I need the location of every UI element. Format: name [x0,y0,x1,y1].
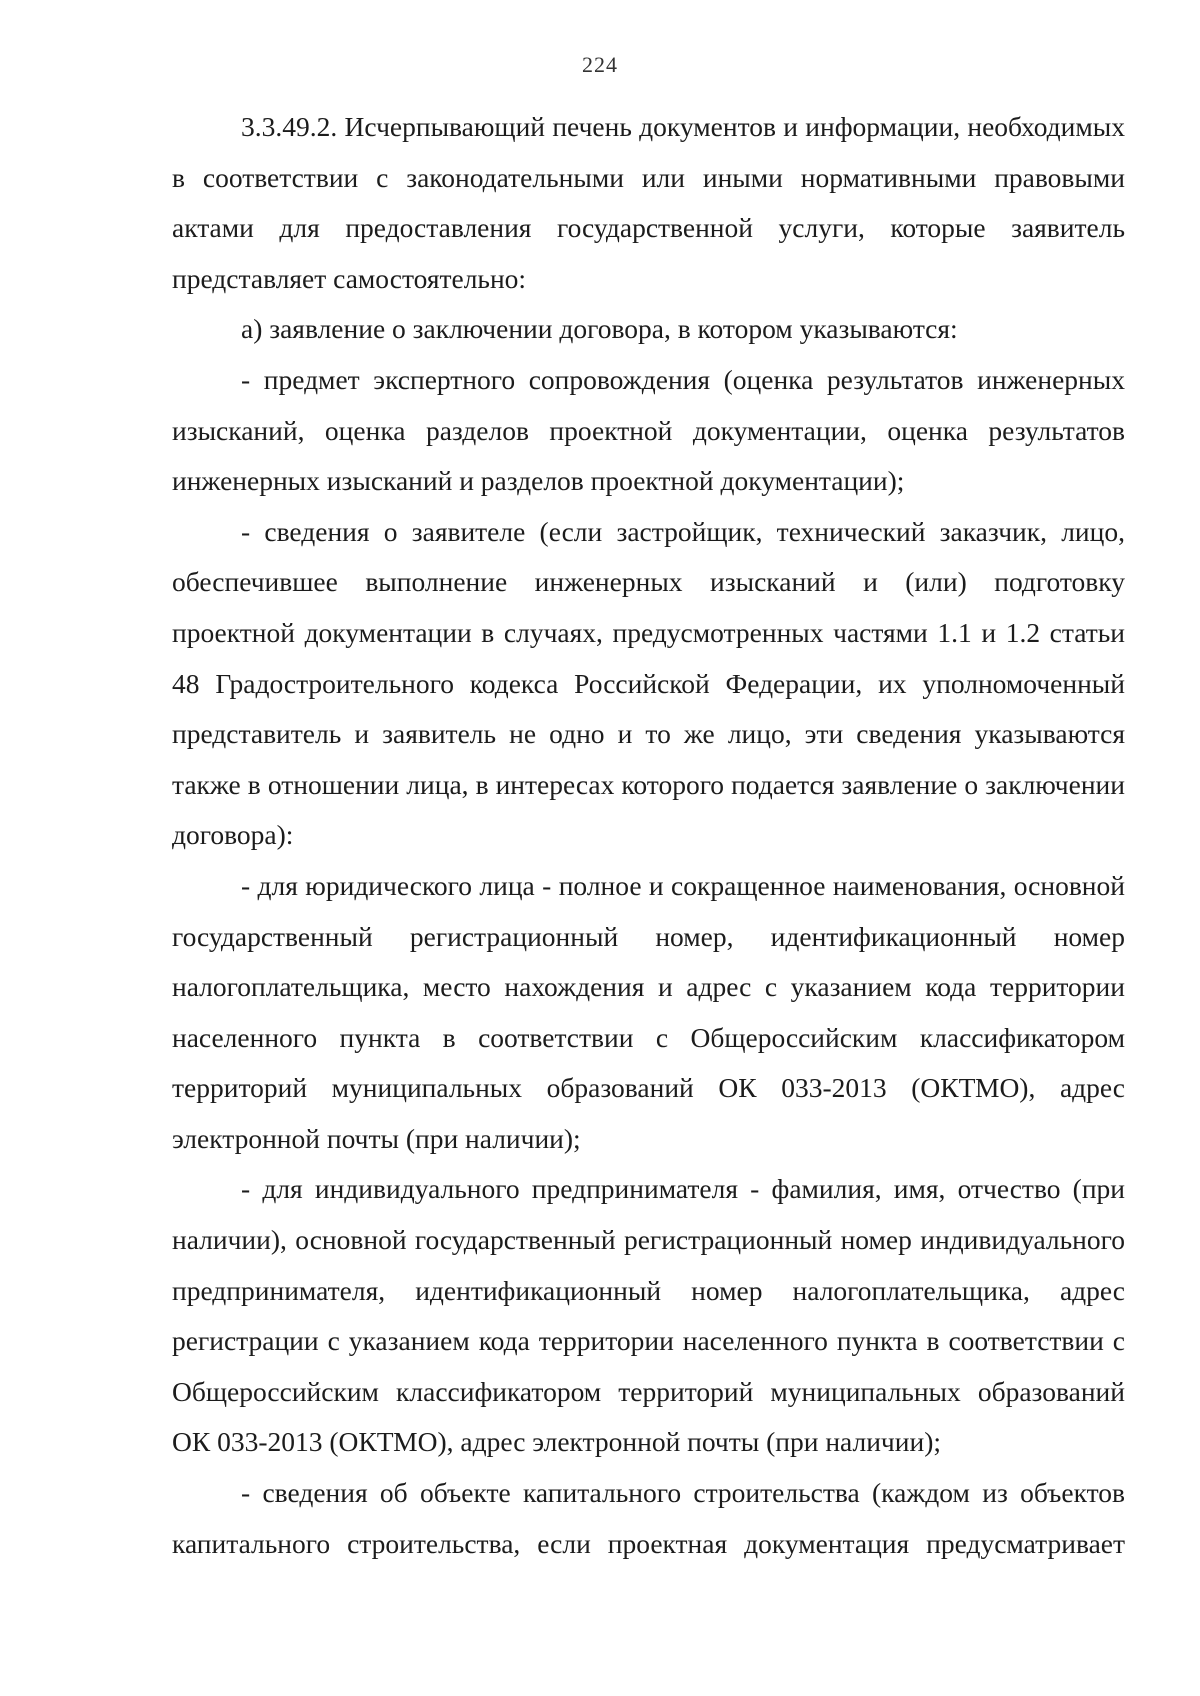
document-body [172,102,1125,1569]
paragraph-applicant-info: - сведения о заявителе (если застройщик, технический заказчик, лицо, обеспечившее выполнение инженерных изысканий и (или) подготовку проектной документации в случаях, предусмотренных частями 1.1 и 1.2 статьи 48 Градостроительного кодекса Российской Федерации, их уполномоченный представитель и заявитель не одно и то же лицо, эти сведения указываются также в отношении лица, в интересах которого подается заявление о заключении договора): [172,515,1125,851]
paragraph-subject-of-support: - предмет экспертного сопровождения (оценка результатов инженерных изысканий, оценка разделов проектной документации, оценка результатов инженерных изысканий и разделов проектной документации); [172,363,1125,497]
paragraph-item-a: а) заявление о заключении договора, в котором указываются: [241,313,958,345]
paragraph-individual-entrepreneur: - для индивидуального предпринимателя - фамилия, имя, отчество (при наличии), основной государственный регистрационный номер индивидуального предпринимателя, идентификационный номер налогоплательщика, адрес регистрации с указанием кода территории населенного пункта в соответствии с Общероссийским классификатором территорий муниципальных образований ОК 033-2013 (ОКТМО), адрес электронной почты (при наличии); [172,1173,1125,1458]
paragraph-construction-object: - сведения об объекте капитального строительства (каждом из объектов капитального строительства, если проектная документация предусматривает [172,1477,1125,1559]
paragraph-legal-entity: - для юридического лица - полное и сокращенное наименования, основной государственный регистрационный номер, идентификационный номер налогоплательщика, место нахождения и адрес с указанием кода территории населенного пункта в соответствии с Общероссийским классификатором территорий муниципальных образований ОК 033-2013 (ОКТМО), адрес электронной почты (при наличии); [172,869,1125,1154]
paragraph-3-3-49-2: 3.3.49.2. Исчерпывающий печень документов и информации, необходимых в соответствии с законодательными или иными нормативными правовыми актами для предоставления государственной услуги, которые заявитель представляет самостоятельно: [172,111,1125,294]
page-number: 224 [582,52,618,77]
